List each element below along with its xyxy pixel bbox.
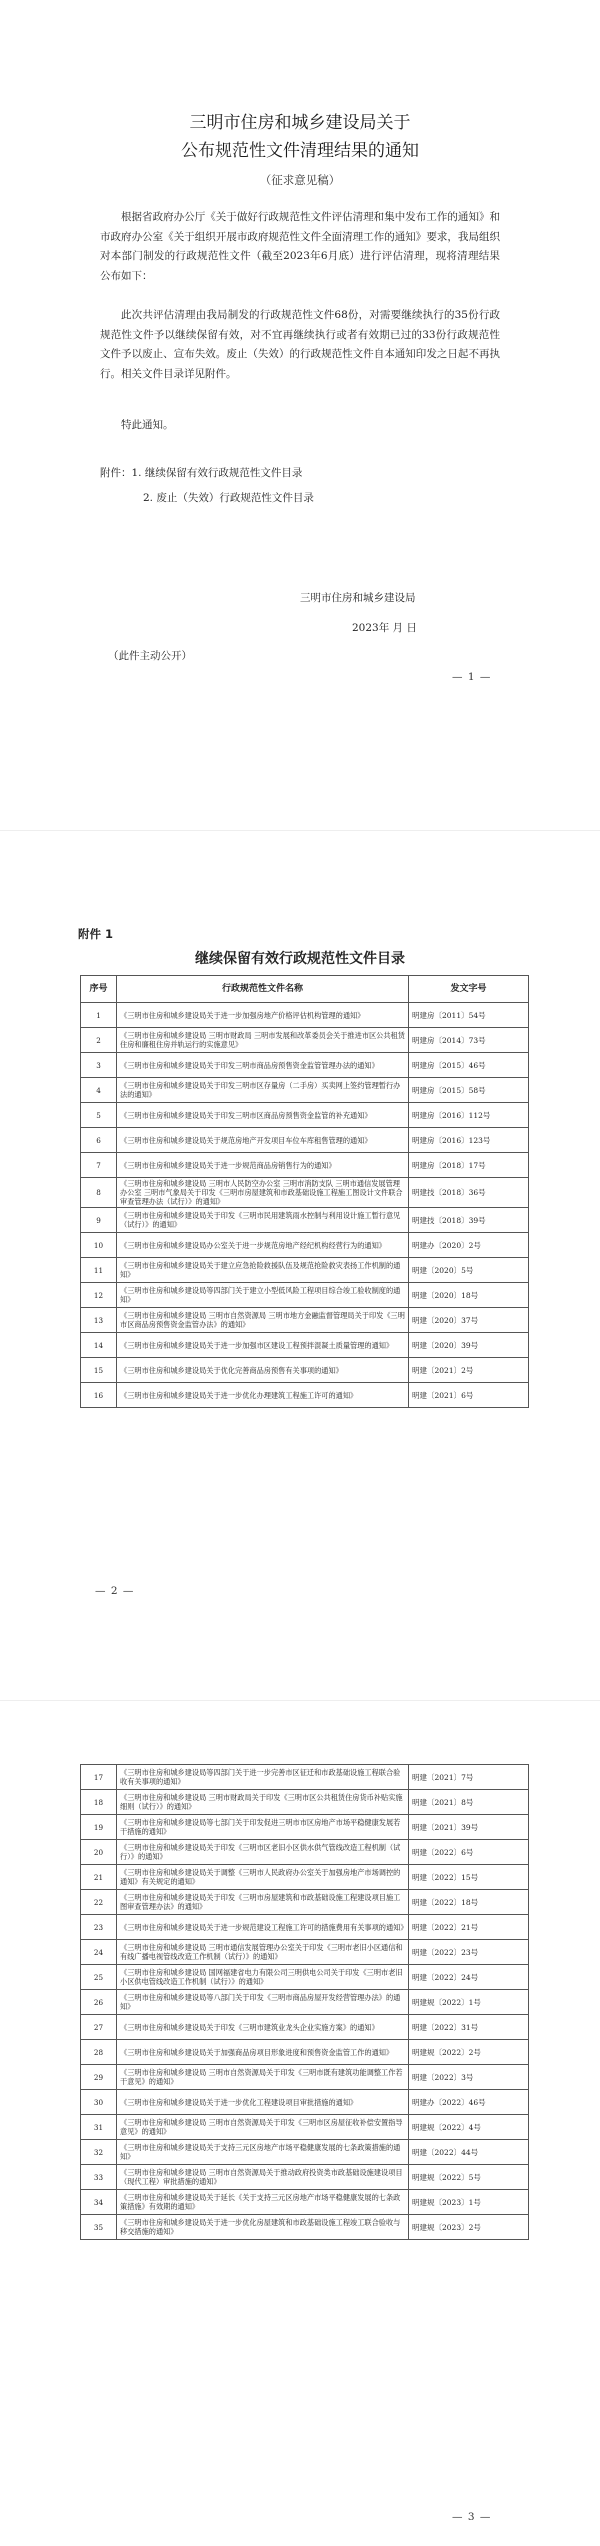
document-name: 《三明市住房和城乡建设局关于规范房地产开发项目车位车库租售管理的通知》	[117, 1128, 409, 1153]
document-code: 明建〔2022〕18号	[409, 1890, 529, 1915]
row-number: 6	[81, 1128, 117, 1153]
table-row	[81, 1940, 529, 1965]
row-number: 31	[81, 2115, 117, 2140]
document-code: 明建〔2022〕15号	[409, 1865, 529, 1890]
document-name: 《三明市住房和城乡建设局关于印发三明市商品房预售资金监管管理办法的通知》	[117, 1053, 409, 1078]
document-name: 《三明市住房和城乡建设局关于加强商品房项目形象进度和预售资金监管工作的通知》	[117, 2040, 409, 2065]
table-row	[81, 1128, 529, 1153]
row-number: 32	[81, 2140, 117, 2165]
row-number: 29	[81, 2065, 117, 2090]
row-number: 1	[81, 1003, 117, 1028]
document-name: 《三明市住房和城乡建设局办公室关于进一步规范房地产经纪机构经营行为的通知》	[117, 1233, 409, 1258]
document-code: 明建〔2022〕21号	[409, 1915, 529, 1940]
document-name: 《三明市住房和城乡建设局关于印发三明市区存量房（二手房）买卖网上签约管理暂行办法的通知》	[117, 1078, 409, 1103]
document-name: 《三明市住房和城乡建设局等八部门关于印发《三明市商品房屋开发经营管理办法》的通知》	[117, 1990, 409, 2015]
document-name: 《三明市住房和城乡建设局关于进一步加强房地产价格评估机构管理的通知》	[117, 1003, 409, 1028]
row-number: 5	[81, 1103, 117, 1128]
row-number: 22	[81, 1890, 117, 1915]
row-number: 18	[81, 1790, 117, 1815]
document-code: 明建〔2021〕6号	[409, 1383, 529, 1408]
column-header-name: 行政规范性文件名称	[117, 976, 409, 1003]
document-code: 明建技〔2018〕36号	[409, 1178, 529, 1208]
row-number: 25	[81, 1965, 117, 1990]
document-code: 明建〔2021〕2号	[409, 1358, 529, 1383]
document-code: 明建规〔2022〕5号	[409, 2165, 529, 2190]
body-paragraph-2: 此次共评估清理由我局制发的行政规范性文件68份，对需要继续执行的35份行政规范性文件予以继续保留有效，对不宜再继续执行或者有效期已过的33份行政规范性文件予以废止、宣布失效。废止（失效）的行政规范性文件自本通知印发之日起不再执行。相关文件目录详见附件。	[100, 309, 500, 380]
document-code: 明建办〔2020〕2号	[409, 1233, 529, 1258]
table-row	[81, 1358, 529, 1383]
document-code: 明建规〔2023〕1号	[409, 2190, 529, 2215]
page-number-2: — 2 —	[95, 1585, 135, 1597]
row-number: 19	[81, 1815, 117, 1840]
row-number: 4	[81, 1078, 117, 1103]
document-code: 明建〔2020〕18号	[409, 1283, 529, 1308]
document-name: 《三明市住房和城乡建设局关于进一步优化工程建设项目审批措施的通知》	[117, 2090, 409, 2115]
table-row	[81, 2115, 529, 2140]
document-code: 明建房〔2014〕73号	[409, 1028, 529, 1053]
document-name: 《三明市住房和城乡建设局关于调整《三明市人民政府办公室关于加强房地产市场调控的通知》有关规定的通知》	[117, 1865, 409, 1890]
document-code: 明建技〔2018〕39号	[409, 1208, 529, 1233]
document-name: 《三明市住房和城乡建设局关于延长《关于支持三元区房地产市场平稳健康发展的七条政策措施》有效期的通知》	[117, 2190, 409, 2215]
document-name: 《三明市住房和城乡建设局关于进一步规范商品房销售行为的通知》	[117, 1153, 409, 1178]
table-row	[81, 2190, 529, 2215]
document-code: 明建〔2022〕6号	[409, 1840, 529, 1865]
row-number: 23	[81, 1915, 117, 1940]
row-number: 8	[81, 1178, 117, 1208]
document-name: 《三明市住房和城乡建设局关于印发三明市区商品房预售资金监管的补充通知》	[117, 1103, 409, 1128]
retained-documents-table-continued	[80, 1764, 529, 2240]
row-number: 16	[81, 1383, 117, 1408]
row-number: 14	[81, 1333, 117, 1358]
document-code: 明建〔2020〕37号	[409, 1308, 529, 1333]
document-name: 《三明市住房和城乡建设局 国网福建省电力有限公司三明供电公司关于印发《三明市老旧小区供电管线改造工作机制（试行）》的通知》	[117, 1965, 409, 1990]
table-row	[81, 1890, 529, 1915]
row-number: 20	[81, 1840, 117, 1865]
column-header-code: 发文字号	[409, 976, 529, 1003]
page-number-1: — 1 —	[452, 671, 492, 683]
table-row	[81, 2090, 529, 2115]
document-code: 明建规〔2022〕2号	[409, 2040, 529, 2065]
table-row	[81, 1153, 529, 1178]
notice-title-line-2: 公布规范性文件清理结果的通知	[181, 141, 419, 161]
column-header-number: 序号	[81, 976, 117, 1003]
table-row	[81, 1990, 529, 2015]
table-row	[81, 1333, 529, 1358]
table-row	[81, 1915, 529, 1940]
table-row	[81, 1258, 529, 1283]
retained-documents-table	[80, 975, 529, 1408]
table-row	[81, 2165, 529, 2190]
page-number-3: — 3 —	[452, 2511, 492, 2523]
document-name: 《三明市住房和城乡建设局 三明市财政局 三明市发展和改革委员会关于推进市区公共租赁住房和廉租住房并轨运行的实施意见》	[117, 1028, 409, 1053]
row-number: 33	[81, 2165, 117, 2190]
document-code: 明建〔2020〕39号	[409, 1333, 529, 1358]
table-row	[81, 1028, 529, 1053]
table-row	[81, 2065, 529, 2090]
row-number: 9	[81, 1208, 117, 1233]
row-number: 34	[81, 2190, 117, 2215]
row-number: 10	[81, 1233, 117, 1258]
document-name: 《三明市住房和城乡建设局 三明市自然资源局关于推动政府投资类市政基础设施建设项目（现代工程）审批措施的通知》	[117, 2165, 409, 2190]
row-number: 26	[81, 1990, 117, 2015]
table-row	[81, 1053, 529, 1078]
document-code: 明建〔2020〕5号	[409, 1258, 529, 1283]
table-row	[81, 1283, 529, 1308]
document-code: 明建规〔2023〕2号	[409, 2215, 529, 2240]
document-name: 《三明市住房和城乡建设局关于印发《三明市民用建筑雨水控制与利用设计施工暂行意见（试行）》的通知》	[117, 1208, 409, 1233]
document-code: 明建〔2022〕31号	[409, 2015, 529, 2040]
document-name: 《三明市住房和城乡建设局 三明市通信发展管理办公室关于印发《三明市老旧小区通信和有线广播电视管线改造工作机制（试行）》的通知》	[117, 1940, 409, 1965]
row-number: 30	[81, 2090, 117, 2115]
attachment-line-2: 2. 废止（失效）行政规范性文件目录	[143, 492, 314, 504]
row-number: 15	[81, 1358, 117, 1383]
row-number: 3	[81, 1053, 117, 1078]
body-paragraph-3: 特此通知。	[121, 419, 174, 431]
document-name: 《三明市住房和城乡建设局等七部门关于印发促进三明市市区房地产市场平稳健康发展若干措施的通知》	[117, 1815, 409, 1840]
row-number: 24	[81, 1940, 117, 1965]
table-row	[81, 2215, 529, 2240]
body-paragraph-1: 根据省政府办公厅《关于做好行政规范性文件评估清理和集中发布工作的通知》和市政府办公室《关于组织开展市政府规范性文件全面清理工作的通知》要求，我局组织对本部门制发的行政规范性文件（截至2023年6月底）进行评估清理，现将清理结果公布如下：	[100, 211, 500, 282]
table-row	[81, 2040, 529, 2065]
document-name: 《三明市住房和城乡建设局 三明市自然资源局 三明市地方金融监督管理局关于印发《三明市区商品房预售资金监管办法》的通知》	[117, 1308, 409, 1333]
page-1	[0, 0, 600, 820]
row-number: 21	[81, 1865, 117, 1890]
document-code: 明建〔2021〕39号	[409, 1815, 529, 1840]
document-name: 《三明市住房和城乡建设局关于印发《三明市房屋建筑和市政基础设施工程建设项目施工图审查管理办法》的通知》	[117, 1890, 409, 1915]
table-row	[81, 1078, 529, 1103]
document-name: 《三明市住房和城乡建设局关于建立应急抢险救援队伍及规范抢险救灾表扬工作机制的通知》	[117, 1258, 409, 1283]
table-row	[81, 2015, 529, 2040]
document-name: 《三明市住房和城乡建设局 三明市人民防空办公室 三明市消防支队 三明市通信发展管理办公室 三明市气象局关于印发《三明市房屋建筑和市政基础设施工程施工图设计文件联合审查管理办法（试行）》的通知》	[117, 1178, 409, 1208]
row-number: 28	[81, 2040, 117, 2065]
table-row	[81, 1840, 529, 1865]
attachment-line-1: 附件：1. 继续保留有效行政规范性文件目录	[100, 467, 303, 479]
public-note: （此件主动公开）	[108, 650, 192, 662]
table-title: 继续保留有效行政规范性文件目录	[195, 951, 405, 967]
document-name: 《三明市住房和城乡建设局 三明市自然资源局关于印发《三明市既有建筑功能调整工作若干意见》的通知》	[117, 2065, 409, 2090]
document-code: 明建〔2022〕44号	[409, 2140, 529, 2165]
page-divider	[0, 830, 600, 831]
attachment-label: 附件 1	[78, 927, 114, 941]
table-row	[81, 1103, 529, 1128]
document-code: 明建房〔2016〕112号	[409, 1103, 529, 1128]
issue-date: 2023年 月 日	[352, 622, 417, 634]
document-name: 《三明市住房和城乡建设局关于印发《三明市建筑业龙头企业实施方案》的通知》	[117, 2015, 409, 2040]
table-header-row	[81, 976, 529, 1003]
document-code: 明建规〔2022〕1号	[409, 1990, 529, 2015]
issuer-name: 三明市住房和城乡建设局	[300, 592, 416, 604]
table-row	[81, 1208, 529, 1233]
table-row	[81, 1233, 529, 1258]
document-name: 《三明市住房和城乡建设局等四部门关于建立小型低风险工程项目综合竣工验收制度的通知》	[117, 1283, 409, 1308]
table-row	[81, 1790, 529, 1815]
document-name: 《三明市住房和城乡建设局关于进一步规范建设工程施工许可的措施费用有关事项的通知》	[117, 1915, 409, 1940]
table-row	[81, 1178, 529, 1208]
document-name: 《三明市住房和城乡建设局等四部门关于进一步完善市区征迁和市政基础设施工程联合验收有关事项的通知》	[117, 1765, 409, 1790]
table-row	[81, 1815, 529, 1840]
document-code: 明建办〔2022〕46号	[409, 2090, 529, 2115]
document-code: 明建〔2022〕24号	[409, 1965, 529, 1990]
document-code: 明建规〔2022〕4号	[409, 2115, 529, 2140]
draft-subtitle: （征求意见稿）	[259, 173, 341, 187]
document-name: 《三明市住房和城乡建设局关于进一步优化房屋建筑和市政基础设施工程竣工联合验收与移交措施的通知》	[117, 2215, 409, 2240]
table-row	[81, 1383, 529, 1408]
document-code: 明建房〔2018〕17号	[409, 1153, 529, 1178]
table-row	[81, 1965, 529, 1990]
document-name: 《三明市住房和城乡建设局关于优化完善商品房预售有关事项的通知》	[117, 1358, 409, 1383]
row-number: 11	[81, 1258, 117, 1283]
table-row	[81, 1765, 529, 1790]
document-code: 明建房〔2016〕123号	[409, 1128, 529, 1153]
table-row	[81, 1865, 529, 1890]
table-row	[81, 2140, 529, 2165]
page-divider	[0, 1700, 600, 1701]
row-number: 17	[81, 1765, 117, 1790]
document-name: 《三明市住房和城乡建设局 三明市自然资源局关于印发《三明市区房屋征收补偿安置指导意见》的通知》	[117, 2115, 409, 2140]
document-name: 《三明市住房和城乡建设局关于支持三元区房地产市场平稳健康发展的七条政策措施的通知》	[117, 2140, 409, 2165]
row-number: 2	[81, 1028, 117, 1053]
document-name: 《三明市住房和城乡建设局关于印发《三明市区老旧小区供水供气管线改造工程机制（试行）》的通知》	[117, 1840, 409, 1865]
document-name: 《三明市住房和城乡建设局关于进一步加强市区建设工程预拌混凝土质量管理的通知》	[117, 1333, 409, 1358]
table-row	[81, 1003, 529, 1028]
table-row	[81, 1308, 529, 1333]
document-code: 明建〔2021〕7号	[409, 1765, 529, 1790]
row-number: 7	[81, 1153, 117, 1178]
document-code: 明建〔2021〕8号	[409, 1790, 529, 1815]
document-name: 《三明市住房和城乡建设局 三明市财政局关于印发《三明市区公共租赁住房货币补贴实施细则（试行）》的通知》	[117, 1790, 409, 1815]
document-name: 《三明市住房和城乡建设局关于进一步优化办理建筑工程施工许可的通知》	[117, 1383, 409, 1408]
row-number: 13	[81, 1308, 117, 1333]
row-number: 27	[81, 2015, 117, 2040]
document-code: 明建房〔2015〕58号	[409, 1078, 529, 1103]
document-code: 明建房〔2011〕54号	[409, 1003, 529, 1028]
document-code: 明建房〔2015〕46号	[409, 1053, 529, 1078]
row-number: 12	[81, 1283, 117, 1308]
document-code: 明建〔2022〕3号	[409, 2065, 529, 2090]
notice-title-line-1: 三明市住房和城乡建设局关于	[189, 113, 411, 133]
document-code: 明建〔2022〕23号	[409, 1940, 529, 1965]
row-number: 35	[81, 2215, 117, 2240]
